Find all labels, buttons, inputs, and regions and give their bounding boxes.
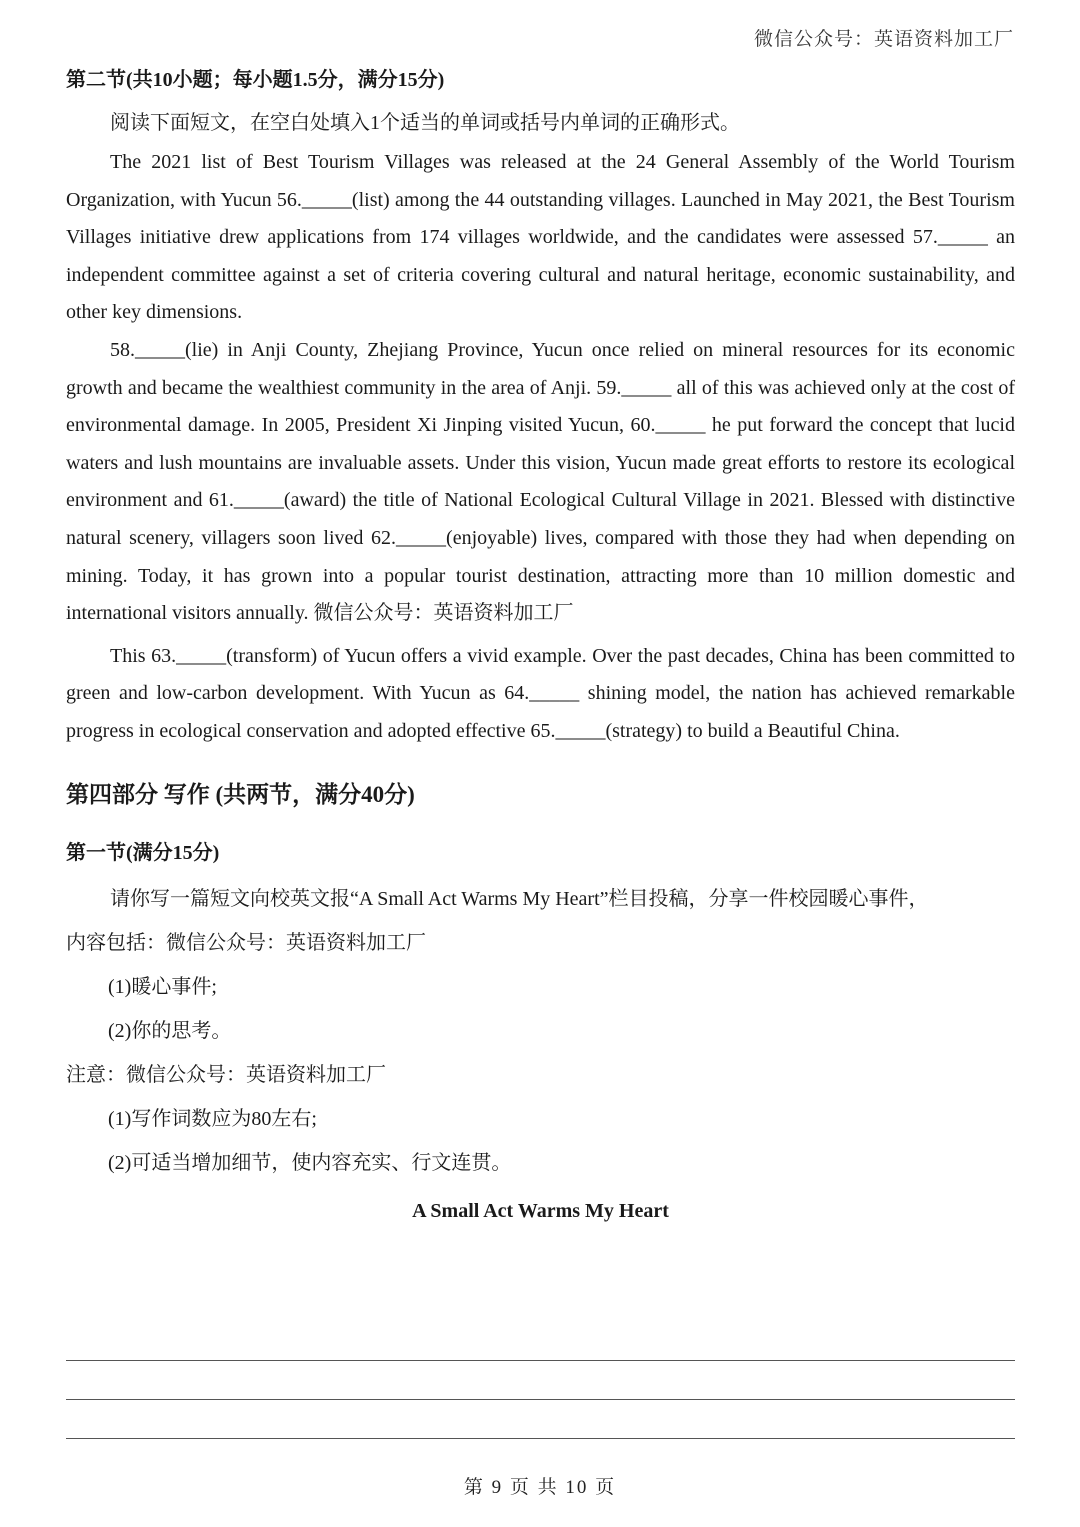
writing-item-1: (1)暖心事件;: [108, 975, 217, 998]
essay-title: A Small Act Warms My Heart: [412, 1199, 669, 1222]
section2-title: 第二节(共10小题；每小题1.5分，满分15分): [66, 69, 445, 91]
page-footer: 第 9 页 共 10 页: [463, 1477, 617, 1498]
part4-title: 第四部分 写作 (共两节，满分40分): [66, 781, 415, 807]
writing-note-1: (1)写作词数应为80左右;: [108, 1107, 317, 1130]
writing-prompt-line-1: 请你写一篇短文向校英文报“A Small Act Warms My Heart”栏目投稿，分享一件校园暖心事件，: [110, 887, 929, 910]
answer-line-3[interactable]: [66, 1438, 1015, 1439]
writing-item-2: (2)你的思考。: [108, 1019, 232, 1042]
passage-paragraph-1: The 2021 list of Best Tourism Villages was released at the 24 General Assembly of the World Tourism Organization, with Yucun 56._____(list) among the 44 outstanding villages. Launched in May 2021, the Best Tourism Villages initiative drew applications from 174 villages worldwide, and the candidates were assessed 57._____ an independent committee against a set of criteria covering cultural and natural heritage, economic sustainability, and other key dimensions.: [66, 151, 1015, 324]
answer-line-1[interactable]: [66, 1360, 1015, 1361]
header-wechat: 微信公众号：英语资料加工厂: [753, 29, 1014, 50]
section2-instruction: 阅读下面短文，在空白处填入1个适当的单词或括号内单词的正确形式。: [110, 112, 740, 134]
writing-prompt-line-2: 内容包括：微信公众号：英语资料加工厂: [66, 931, 426, 954]
page-content: [66, 62, 1015, 1227]
answer-line-2[interactable]: [66, 1399, 1015, 1400]
writing-note-2: (2)可适当增加细节，使内容充实、行文连贯。: [108, 1151, 512, 1174]
part4-section1-title: 第一节(满分15分): [66, 841, 220, 864]
passage-paragraph-2: 58._____(lie) in Anji County, Zhejiang Province, Yucun once relied on mineral resources for its economic growth and became the wealthiest community in the area of Anji. 59._____ all of this was achieved only at the cost of environmental damage. In 2005, President Xi Jinping visited Yucun, 60._____ he put forward the concept that lucid waters and lush mountains are invaluable assets. Under this vision, Yucun made great efforts to restore its ecological environment and 61._____(award) the title of National Ecological Cultural Village in 2021. Blessed with distinctive natural scenery, villagers soon lived 62._____(enjoyable) lives, compared with those they had when depending on mining. Today, it has grown into a popular tourist destination, attracting more than 10 million domestic and international visitors annually. 微信公众号：英语资料加工厂: [66, 338, 1015, 625]
writing-note-label: 注意：微信公众号：英语资料加工厂: [66, 1063, 386, 1086]
passage-paragraph-3: This 63._____(transform) of Yucun offers a vivid example. Over the past decades, China has been committed to green and low-carbon development. With Yucun as 64._____ shining model, the nation has achieved remarkable progress in ecological conservation and adopted effective 65._____(strategy) to build a Beautiful China.: [66, 644, 1015, 742]
